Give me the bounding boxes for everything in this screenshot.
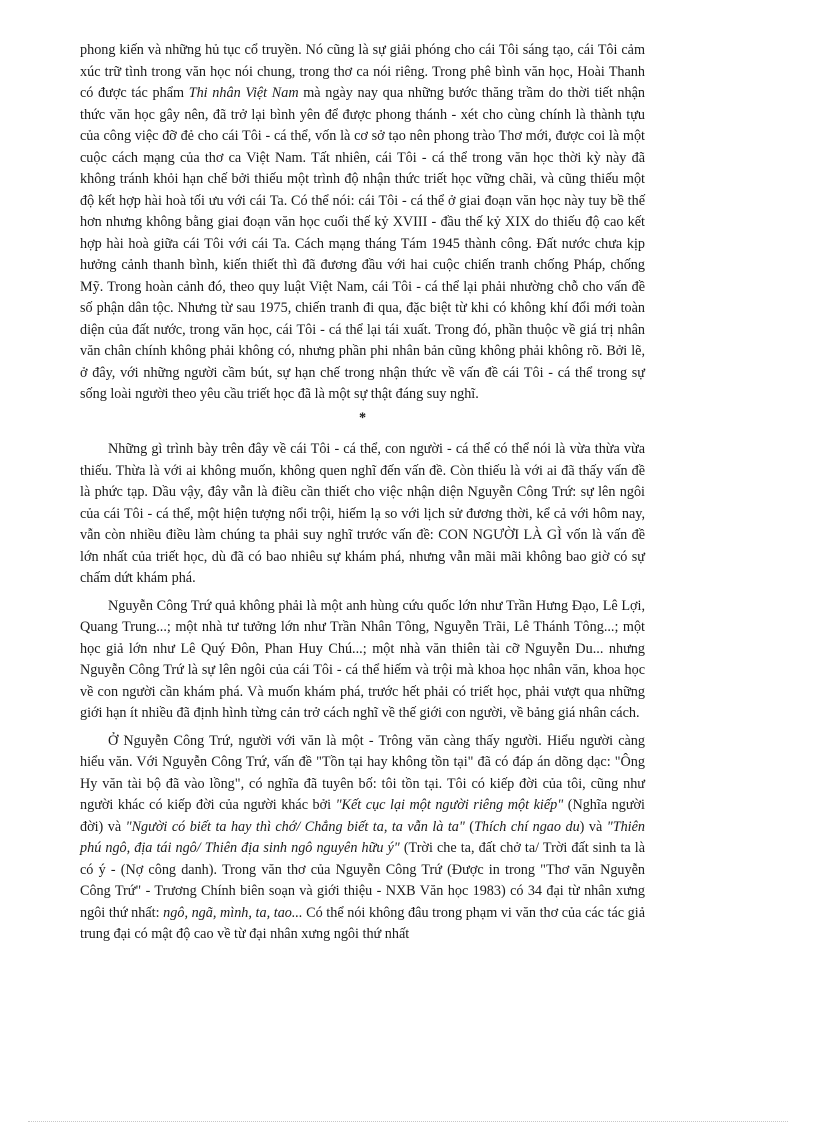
page-bottom-edge [28,1121,788,1122]
quote-nguoi-co-biet: "Người có biết ta hay thì chớ/ Chẳng biết ta, ta vẫn là ta" [125,818,465,835]
quote-thien-phu-ngo: "Thiên phú ngô, địa tái ngô/ Thiên địa sinh ngô nguyên hữu ý" [80,818,646,856]
paragraph-4 [80,731,645,946]
paragraph-4-text-g: ) và [579,818,607,835]
paragraph-1-text-a: phong kiến và những hủ tục cổ truyền. Nó cũng là sự giải phóng cho cái Tôi sáng tạo, cái Tôi cảm xúc trữ tình trong văn học nói chung, trong thơ ca nói riêng. Trong phê bình văn học, Hoài Thanh có được tác phẩm [80,42,645,101]
pronoun-list: ngô, ngã, mình, ta, tao... [163,904,303,921]
paragraph-4-text-c: (Nghĩa người đời) và [80,797,645,835]
title-thich-chi-ngao-du: Thích chí ngao du [474,818,580,835]
document-page [80,40,645,946]
paragraph-1-text-c: mà ngày nay qua những bước thăng trầm do thời tiết nhận thức văn học gây nên, đã trở lại bình yên để được phong thánh - xét cho cùng chính là thành tựu của công việc đỡ đẻ cho cái Tôi - cá thể, vốn là cơ sở tạo nên phong trào Thơ mới, được coi là một cuộc cách mạng của thơ ca Việt Nam. Tất nhiên, cái Tôi - cá thể trong văn học thời kỳ này đã không tránh khỏi hạn chế bởi thiếu một trình độ nhận thức triết học vững chãi, và cũng thiếu một độ kết hợp hài hoà tối ưu với cái Ta. Có thể nói: cái Tôi - cá thể ở giai đoạn văn học này tuy bề thế hơn nhưng không bằng giai đoạn văn học cuối thế kỷ XVIII - đầu thế kỷ XIX do thiếu độ cao kết hợp hài hoà giữa cái Tôi với cái Ta. Cách mạng tháng Tám 1945 thành công. Đất nước chưa kịp hưởng cảnh thanh bình, kiến thiết thì đã đương đầu với hai cuộc chiến tranh chống Pháp, chống Mỹ. Trong hoàn cảnh đó, theo quy luật Việt Nam, cái Tôi - cá thể lại phải nhường chỗ cho vấn đề số phận dân tộc. Nhưng từ sau 1975, chiến tranh đi qua, đặc biệt từ khi có không khí đổi mới toàn diện của đất nước, trong văn học, cái Tôi - cá thể lại tái xuất. Trong đó, phần thuộc về giá trị nhân văn chân chính không phải không có, nhưng phần phi nhân bản cũng không phải không rõ. Bởi lẽ, ở đây, với những người cầm bút, sự hạn chế trong nhận thức về vấn đề cái Tôi - cá thể trong sự sống loài người theo yêu cầu triết học đã là một sự thật đáng suy nghĩ. [80,85,646,402]
paragraph-2: Những gì trình bày trên đây về cái Tôi - cá thể, con người - cá thể có thể nói là vừa thừa vừa thiếu. Thừa là với ai không muốn, không quen nghĩ đến vấn đề. Còn thiếu là với ai đã thấy vấn đề là phức tạp. Dầu vậy, đây vẫn là điều cần thiết cho việc nhận diện Nguyễn Công Trứ: sự lên ngôi của cái Tôi - cá thể, một hiện tượng nổi trội, hiếm lạ so với lịch sử đương thời, kể cả với hôm nay, vẫn còn nhiều điều làm chúng ta phải suy nghĩ trước vấn đề: CON NGƯỜI LÀ GÌ vốn là vấn đề lớn nhất của triết học, dù đã có bao nhiêu sự khám phá, nhưng vẫn mãi mãi không bao giờ có sự chấm dứt khám phá. [80,441,645,586]
paragraph-4-text-i: (Trời che ta, đất chở ta/ Trời đất sinh ta là có ý - (Nợ công danh). Trong văn thơ của Nguyễn Công Trứ (Được in trong "Thơ văn Nguyễn Công Trứ" - Trương Chính biên soạn và giới thiệu - NXB Văn học 1983) có 34 đại từ nhân xưng ngôi thứ nhất: [80,840,646,921]
paragraph-1 [80,40,645,406]
paragraph-3: Nguyễn Công Trứ quả không phải là một anh hùng cứu quốc lớn như Trần Hưng Đạo, Lê Lợi, Quang Trung...; một nhà tư tưởng lớn như Trần Nhân Tông, Nguyễn Trãi, Lê Thánh Tông...; một học giả lớn như Lê Quý Đôn, Phan Huy Chú...; một nhà văn thiên tài cỡ Nguyễn Du... nhưng Nguyễn Công Trứ là sự lên ngôi của cái Tôi - cá thể hiếm và trội mà khoa học nhân văn, khoa học về con người cần khám phá. Và muốn khám phá, trước hết phải có triết học, phải vượt qua những giới hạn ít nhiều đã định hình từng cản trở cách nghĩ về thế giới con người, về bảng giá nhân cách. [80,597,645,721]
book-title-thi-nhan-viet-nam: Thi nhân Việt Nam [188,85,299,101]
paragraph-4-text-e: ( [464,818,475,835]
quote-ket-cuc: "Kết cục lại một người riêng một kiếp" [335,797,564,813]
paragraph-4-text-a: Ở Nguyễn Công Trứ, người với văn là một - Trông văn càng thấy người. Hiểu người càng hiểu văn. Với Nguyễn Công Trứ, vấn đề "Tồn tại hay không tồn tại" đã có đáp án dõng dạc: "Ông Hy văn tài bộ đã vào lồng", có nghĩa đã tuyên bố: tôi tồn tại. Tôi có kiếp đời của tôi, cũng như người khác có kiếp đời của người khác bởi [80,732,645,813]
paragraph-4-text-k: Có thể nói không đâu trong phạm vi văn thơ của các tác giả trung đại có mật độ cao về từ đại nhân xưng ngôi thứ nhất [80,904,645,942]
section-separator: * [358,409,367,426]
